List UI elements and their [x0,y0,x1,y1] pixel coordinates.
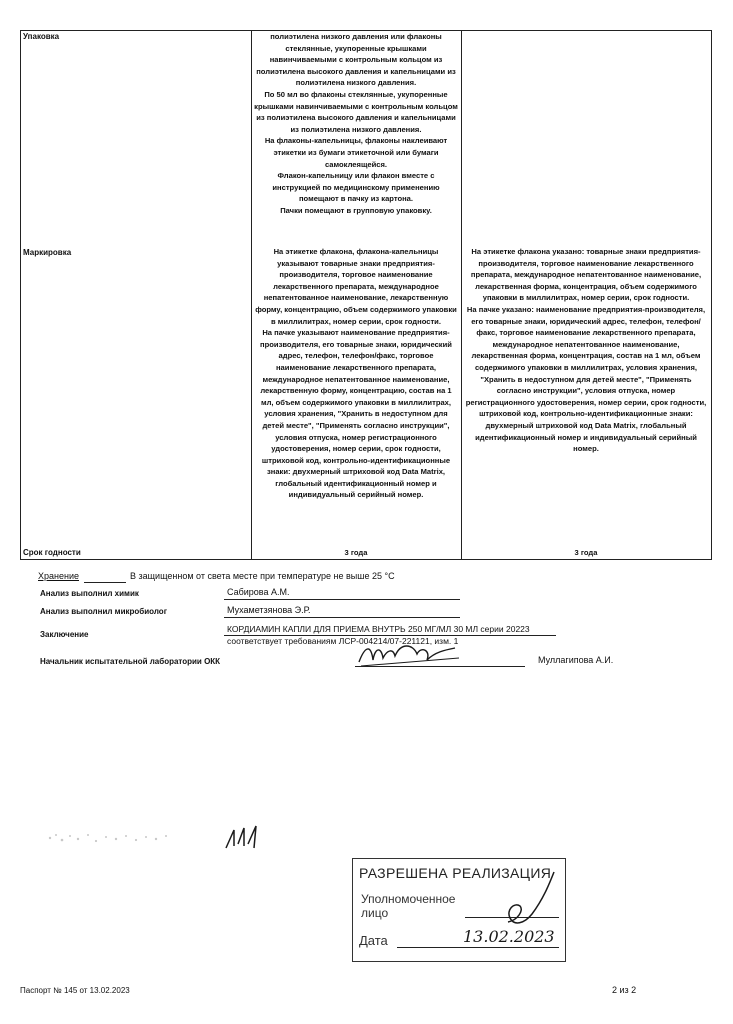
head-name: Муллагипова А.И. [538,655,614,665]
microbiologist-label: Анализ выполнил микробиолог [40,607,168,616]
marking-result [464,246,708,455]
table-divider-1 [251,30,252,560]
conclusion-line-2: соответствует требованиям ЛСР-004214/07-221121, изм. 1 [227,636,459,646]
marking-requirement [254,246,458,501]
head-underline [355,666,525,667]
stamp-authorized-line-2: лицо [361,906,389,920]
storage-label: Хранение [38,571,79,581]
table-bottom-line [20,559,712,560]
results-table [20,30,712,560]
handwritten-initials [222,822,268,852]
shelf-life-requirement: 3 года [344,548,368,557]
chemist-underline [224,599,460,600]
table-border-left [20,30,21,560]
table-divider-2 [461,30,462,560]
conclusion-line-1: КОРДИАМИН КАПЛИ ДЛЯ ПРИЕМА ВНУТРЬ 250 МГ/МЛ 30 МЛ серии 20223 [227,624,530,634]
table-paragraph: На пачке указывают наименование предприятия-производителя, его товарные знаки, юридический адрес, телефон, телефон/факс, торговое наименование лекарственного препарата, международное непатентованное наименование, лекарственную форму, концентрацию, состав на 1 мл, объем содержимого упаковки в миллилитрах, условия хранения, "Хранить в недоступном для детей месте", "Применять согласно инструкции", условия отпуска, номер регистрационного удостоверения, номер серии, срок годности, штриховой код, контрольно-идентификационные знаки: двухмерный штриховой код Data Matrix, глобальный идентификационный номер и индивидуальный серийный номер. [260,328,452,500]
head-label: Начальник испытательной лаборатории ОКК [40,657,221,666]
table-paragraph: На этикетке флакона, флакона-капельницы указывают товарные знаки предприятия-производителя, торговое наименование лекарственного препарата, международное непатентованное наименование, лекарственную форму, концентрацию, объем содержимого упаковки в миллилитрах, номер серии, срок годности. [255,247,457,326]
table-paragraph: Пачки помещают в групповую упаковку. [280,205,432,215]
microbiologist-name: Мухаметзянова Э.Р. [227,605,311,615]
chemist-label: Анализ выполнил химик [40,589,139,598]
page-number: 2 из 2 [612,985,637,995]
shelf-life-result: 3 года [574,548,598,557]
stamp-date-label: Дата [359,933,388,948]
table-paragraph: По 50 мл во флаконы стеклянные, укупоренные крышками навинчиваемыми с контрольным кольцом из полиэтилена высокого давления и капельницами из полиэтилена низкого давления. [254,89,458,134]
table-paragraph: На флаконы-капельницы, флаконы наклеивают этикетки из бумаги этикеточной или бумаги самоклеящейся. [264,136,448,169]
head-signature [355,636,465,670]
table-border-right [711,30,712,560]
chemist-name: Сабирова А.М. [227,587,290,597]
faded-stamp-mark [44,826,174,852]
row-label-shelf-life: Срок годности [23,548,81,557]
conclusion-label: Заключение [40,630,89,639]
table-paragraph: Флакон-капельницу или флакон вместе с инструкцией по медицинскому применению помещают в пачку из картона. [272,171,440,204]
passport-number: Паспорт № 145 от 13.02.2023 [20,986,130,995]
stamp-title: РАЗРЕШЕНА РЕАЛИЗАЦИЯ [359,865,552,881]
stamp-date-value: 13.02.2023 [463,927,555,946]
stamp-signature [484,868,564,930]
table-paragraph: На этикетке флакона указано: товарные знаки предприятия-производителя, торговое наименование лекарственного препарата, международное непатентованное наименование, лекарственная форма, концентрация, объем содержимого упаковки в миллилитрах, номер серии, срок годности. [470,247,702,303]
packaging-requirement [254,31,458,217]
table-paragraph: На пачке указано: наименование предприятия-производителя, его товарные знаки, юридический адрес, телефон, телефон/факс, торговое наименование лекарственного препарата, международное непатентованное наименование, лекарственная форма, концентрация, состав на 1 мл, объем содержимого упаковки в миллилитрах, условия хранения, "Хранить в недоступном для детей месте", "Применять согласно инструкции", условия отпуска, номер регистрационного удостоверения, номер серии, срок годности, штриховой код, контрольно-идентификационные знаки: двухмерный штриховой код Data Matrix, глобальный идентификационный номер и индивидуальный серийный номер. [465,304,707,454]
stamp-authorized-line-1: Уполномоченное [361,892,456,906]
table-paragraph: полиэтилена низкого давления или флаконы стеклянные, укупоренные крышками навинчиваемыми с контрольным кольцом из полиэтилена высокого давления и капельницами из полиэтилена низкого давления. [256,32,456,88]
row-label-marking: Маркировка [23,248,72,257]
stamp-date-line [397,947,559,948]
microbiologist-underline [224,617,460,618]
row-label-packaging: Упаковка [23,32,60,41]
storage-underline [84,582,126,583]
storage-value: В защищенном от света месте при температуре не выше 25 °С [130,571,395,581]
